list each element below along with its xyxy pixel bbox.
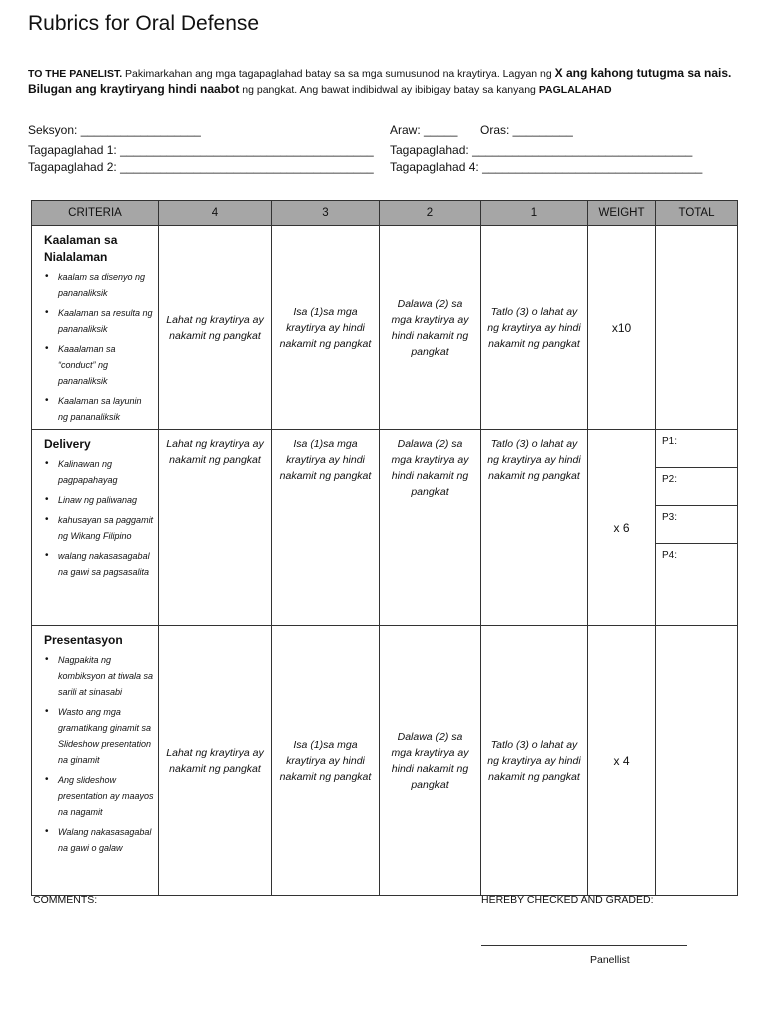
total-p4[interactable]: P4:	[662, 550, 678, 561]
level-4-cell[interactable]: Lahat ng kraytirya ay nakamit ng pangkat	[159, 626, 272, 896]
header-level-3: 3	[272, 201, 380, 226]
level-2-cell[interactable]: Dalawa (2) sa mga kraytirya ay hindi nakamit ng pangkat	[380, 626, 481, 896]
table-row	[32, 430, 738, 626]
total-p1[interactable]: P1:	[656, 430, 737, 468]
criterion-item: • Nagpakita ng kombiksyon at tiwala sa sarili at sinasabi	[44, 652, 154, 700]
total-cell[interactable]	[656, 626, 738, 896]
criterion-item: • Kaaalaman sa “conduct” ng pananaliksik	[44, 341, 154, 389]
criterion-list	[44, 269, 154, 425]
level-3-cell[interactable]: Isa (1)sa mga kraytirya ay hindi nakamit ng pangkat	[272, 226, 380, 430]
criterion-item: • Linaw ng paliwanag	[44, 492, 154, 508]
criterion-item: • walang nakasasagabal na gawi sa pagsasalita	[44, 548, 154, 580]
level-2-cell[interactable]: Dalawa (2) sa mga kraytirya ay hindi nakamit ng pangkat	[380, 226, 481, 430]
header-level-1: 1	[481, 201, 588, 226]
total-p3[interactable]: P3:	[656, 506, 737, 544]
level-3-cell[interactable]: Isa (1)sa mga kraytirya ay hindi nakamit ng pangkat	[272, 626, 380, 896]
level-1-cell[interactable]: Tatlo (3) o lahat ay ng kraytirya ay hindi nakamit ng pangkat	[481, 626, 588, 896]
level-2-cell[interactable]: Dalawa (2) sa mga kraytirya ay hindi nakamit ng pangkat	[380, 430, 481, 626]
criterion-item: • Ang slideshow presentation ay maayos na nagamit	[44, 772, 154, 820]
tagapaglahad-1-field[interactable]: Tagapaglahad 1: ______________________________________	[28, 143, 374, 157]
instructions-text-2: ng pangkat. Ang bawat indibidwal ay ibibigay batay sa kanyang	[239, 84, 539, 96]
level-4-cell[interactable]: Lahat ng kraytirya ay nakamit ng pangkat	[159, 226, 272, 430]
criterion-item: • Kalinawan ng pagpapahayag	[44, 456, 154, 488]
header-level-2: 2	[380, 201, 481, 226]
criterion-title: Presentasyon	[44, 633, 123, 647]
total-cell	[656, 430, 738, 626]
instructions-last-bold: PAGLALAHAD	[538, 84, 612, 96]
header-criteria: CRITERIA	[32, 201, 159, 226]
comments-label: COMMENTS:	[33, 894, 98, 906]
panellist-label: Panellist	[590, 954, 630, 966]
rubric-table	[31, 200, 738, 896]
header-level-4: 4	[159, 201, 272, 226]
table-header-row	[32, 201, 738, 226]
panelist-instructions	[28, 66, 740, 98]
instructions-text-1: Pakimarkahan ang mga tagapaglahad batay sa sa mga sumusunod na kraytirya. Lagyan ng	[122, 68, 555, 80]
criterion-item: • kahusayan sa paggamit ng Wikang Filipino	[44, 512, 154, 544]
criterion-item: • Walang nakasasagabal na gawi o galaw	[44, 824, 154, 856]
weight-cell: x 4	[588, 626, 656, 896]
signature-line[interactable]	[481, 945, 687, 946]
criterion-title: Delivery	[44, 437, 91, 451]
level-4-cell[interactable]: Lahat ng kraytirya ay nakamit ng pangkat	[159, 430, 272, 626]
oras-field[interactable]: Oras: _________	[480, 123, 573, 137]
table-row	[32, 626, 738, 896]
weight-cell: x10	[588, 226, 656, 430]
page-title: Rubrics for Oral Defense	[28, 12, 260, 35]
criteria-cell	[32, 626, 159, 896]
criterion-item: • Kaalaman sa layunin ng pananaliksik	[44, 393, 154, 425]
criterion-list	[44, 456, 154, 580]
table-row	[32, 226, 738, 430]
level-1-cell[interactable]: Tatlo (3) o lahat ay ng kraytirya ay hindi nakamit ng pangkat	[481, 430, 588, 626]
header-total: TOTAL	[656, 201, 738, 226]
araw-field[interactable]: Araw: _____	[390, 123, 458, 137]
tagapaglahad-3-field[interactable]: Tagapaglahad: _________________________________	[390, 143, 693, 157]
total-p2[interactable]: P2:	[656, 468, 737, 506]
checked-graded-label: HEREBY CHECKED AND GRADED:	[481, 894, 654, 906]
weight-cell: x 6	[588, 430, 656, 626]
header-weight: WEIGHT	[588, 201, 656, 226]
instructions-lead: TO THE PANELIST.	[28, 68, 123, 80]
tagapaglahad-2-field[interactable]: Tagapaglahad 2: ______________________________________	[28, 160, 374, 174]
criterion-list	[44, 652, 154, 856]
level-3-cell[interactable]: Isa (1)sa mga kraytirya ay hindi nakamit ng pangkat	[272, 430, 380, 626]
criteria-cell	[32, 430, 159, 626]
level-1-cell[interactable]: Tatlo (3) o lahat ay ng kraytirya ay hindi nakamit ng pangkat	[481, 226, 588, 430]
criteria-cell	[32, 226, 159, 430]
instructions-x-bold: X ang kahong tutugma sa nais. Bilugan ang kraytiryang hindi naabot	[28, 66, 732, 96]
criterion-item: • kaalam sa disenyo ng pananaliksik	[44, 269, 154, 301]
criterion-title: Kaalaman sa Nialalaman	[44, 233, 118, 264]
tagapaglahad-4-field[interactable]: Tagapaglahad 4: _________________________________	[390, 160, 703, 174]
criterion-item: • Kaalaman sa resulta ng pananaliksik	[44, 305, 154, 337]
criterion-item: • Wasto ang mga gramatikang ginamit sa Slideshow presentation na ginamit	[44, 704, 154, 768]
seksyon-field[interactable]: Seksyon: __________________	[28, 123, 201, 137]
total-cell[interactable]	[656, 226, 738, 430]
